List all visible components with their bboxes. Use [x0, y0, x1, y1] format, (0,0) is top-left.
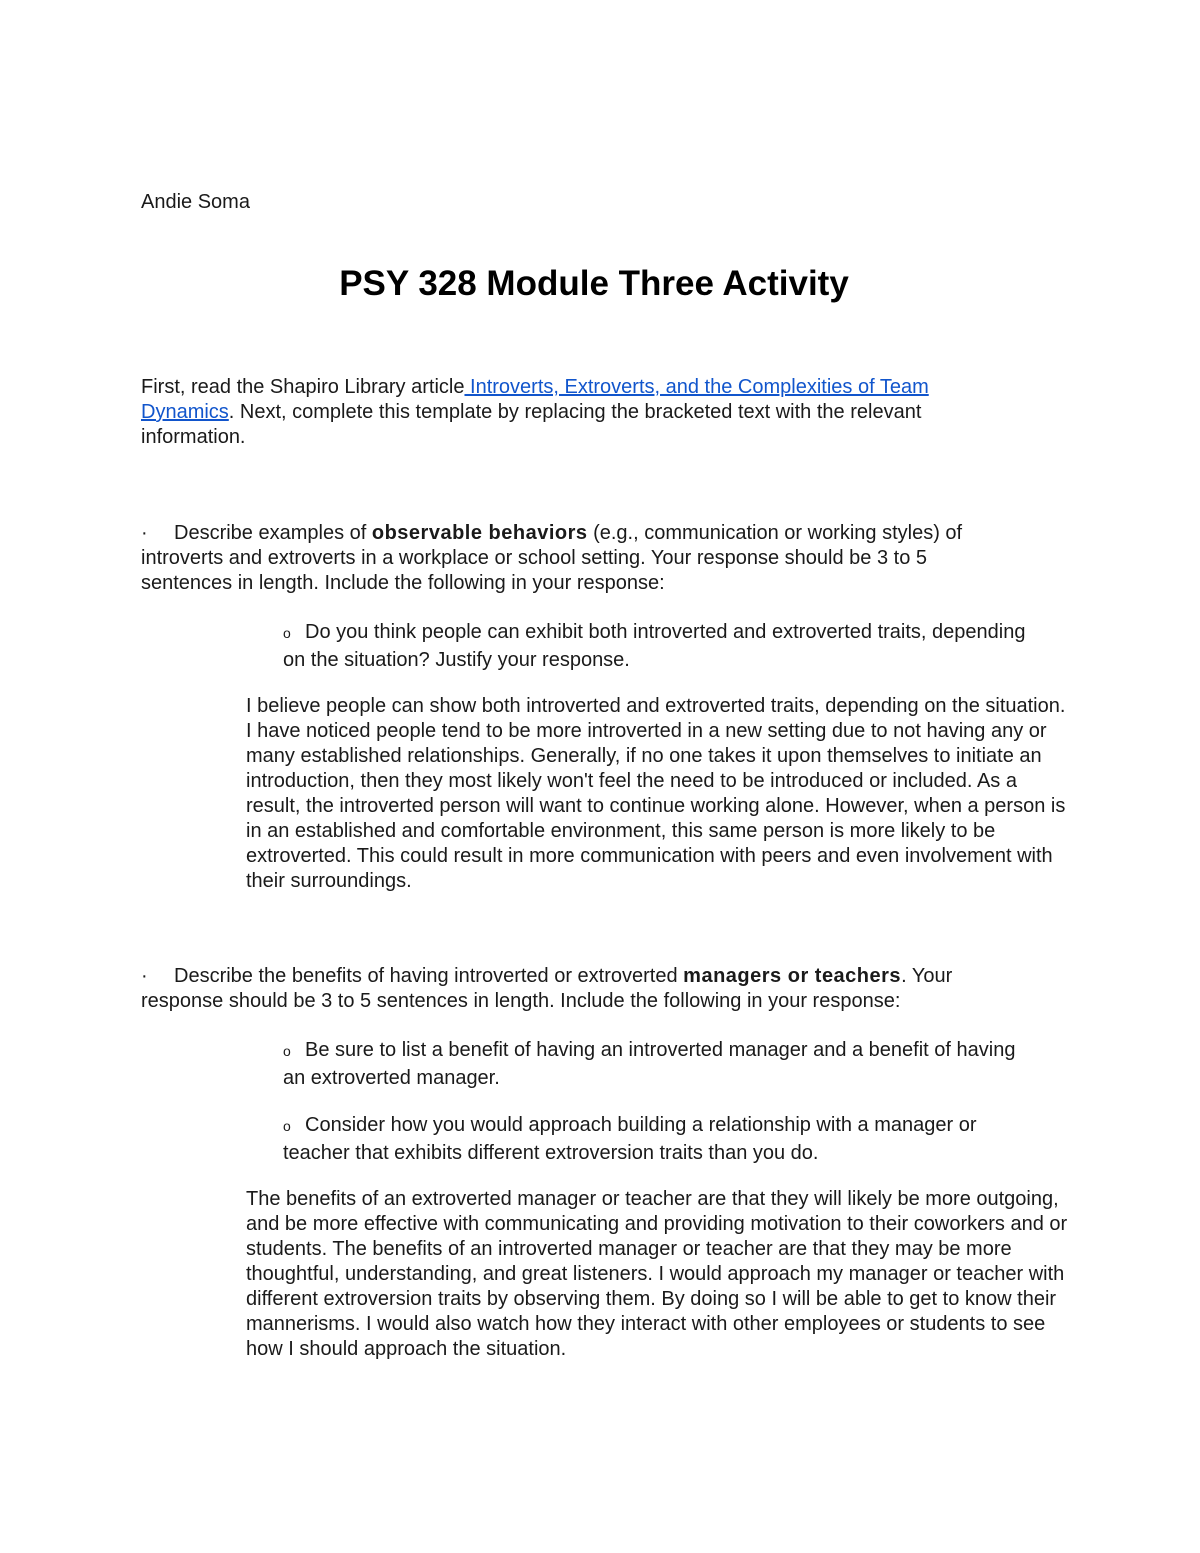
intro-text-after: . Next, complete this template by replacing the bracketed text with the relevant information.	[141, 401, 922, 448]
intro-text-before: First, read the Shapiro Library article	[141, 376, 465, 398]
section2-answer: The benefits of an extroverted manager or teacher are that they will likely be more outgoing, and be more effective with communicating and providing motivation to their coworkers and or students. The benefits of an introverted manager or teacher are that they may be more thoughtful, understanding, and great listeners. I would approach my manager or teacher with different extroversion traits by observing them. By doing so I will be able to get to know their mannerisms. I would also watch how they interact with other employees or students to see how I should approach the situation.	[246, 1188, 1068, 1360]
sub-bullet-marker: o	[283, 1043, 291, 1059]
section2-prompt-after: . Your response should be 3 to 5 sentences in length. Include the following in your response:	[141, 965, 953, 1012]
section2-prompt	[141, 964, 1021, 1014]
section1-prompt	[141, 521, 1021, 596]
section2-sub-item-text: Be sure to list a benefit of having an introverted manager and a benefit of having an extroverted manager.	[283, 1039, 1016, 1089]
sub-bullet-marker: o	[283, 1118, 291, 1134]
article-link[interactable]: Introverts, Extroverts, and the Complexities of Team Dynamics	[141, 376, 929, 423]
section1-prompt-bold: observable behaviors	[371, 522, 588, 544]
section1-sub-item	[283, 619, 1043, 674]
section2-sub-item-1	[283, 1037, 1043, 1092]
section1-prompt-after: (e.g., communication or working styles) of introverts and extroverts in a workplace or school setting. Your response should be 3 to 5 sentences in length. Include the following in your response:	[141, 522, 963, 594]
section2-sub-item-2	[283, 1112, 1043, 1167]
sub-bullet-marker: o	[283, 625, 291, 641]
section2-prompt-before: Describe the benefits of having introverted or extroverted	[174, 965, 684, 987]
bullet-marker: ·	[141, 522, 148, 544]
page-title: PSY 328 Module Three Activity	[339, 264, 849, 303]
bullet-marker: ·	[141, 965, 148, 987]
section2-prompt-bold: managers or teachers	[683, 965, 902, 987]
section1-prompt-before: Describe examples of	[174, 522, 372, 544]
section2-sub-item-text: Consider how you would approach building a relationship with a manager or teacher that exhibits different extroversion traits than you do.	[283, 1114, 977, 1164]
section1-sub-item-text: Do you think people can exhibit both introverted and extroverted traits, depending on the situation? Justify your response.	[283, 621, 1026, 671]
intro-paragraph	[141, 375, 1021, 450]
author-name: Andie Soma	[141, 191, 250, 213]
section1-answer: I believe people can show both introverted and extroverted traits, depending on the situation. I have noticed people tend to be more introverted in a new setting due to not having any or many established relationships. Generally, if no one takes it upon themselves to initiate an introduction, then they most likely won't feel the need to be introduced or included. As a result, the introverted person will want to continue working alone. However, when a person is in an established and comfortable environment, this same person is more likely to be extroverted. This could result in more communication with peers and even involvement with their surroundings.	[246, 695, 1066, 892]
